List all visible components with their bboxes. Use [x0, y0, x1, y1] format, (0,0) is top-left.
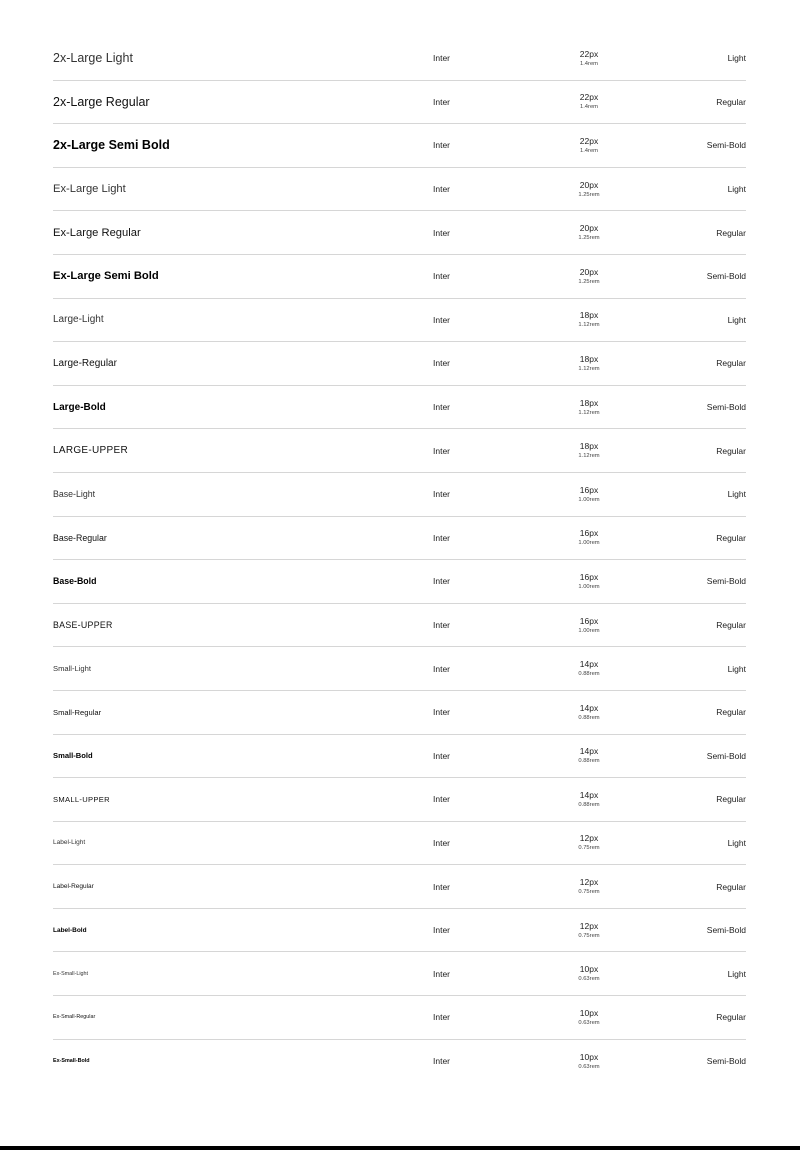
size-rem: 1.12rem [578, 322, 600, 329]
font-family: Inter [433, 53, 451, 64]
style-name: SMALL-UPPER [53, 794, 110, 804]
size-px: 10px [579, 1007, 599, 1018]
style-name: 2x-Large Light [53, 51, 133, 66]
size-cell [553, 778, 625, 821]
size-rem: 1.12rem [578, 409, 600, 416]
size-cell [553, 299, 625, 342]
size-cell [553, 517, 625, 560]
style-name: 2x-Large Semi Bold [53, 138, 170, 153]
font-weight: Regular [716, 794, 746, 805]
style-name: Ex-Small-Regular [53, 1014, 96, 1021]
font-weight: Semi-Bold [706, 140, 746, 151]
font-weight: Regular [716, 881, 746, 892]
font-weight: Light [727, 837, 746, 848]
size-px: 10px [579, 1051, 599, 1062]
size-cell [553, 604, 625, 647]
size-rem: 1.00rem [578, 583, 600, 590]
font-family: Inter [433, 968, 451, 979]
size-px: 18px [579, 353, 599, 364]
size-cell [553, 386, 625, 429]
size-rem: 1.25rem [578, 235, 600, 242]
table-row [53, 299, 746, 343]
size-rem: 1.25rem [578, 278, 600, 285]
font-family: Inter [433, 445, 451, 456]
font-weight: Regular [716, 358, 746, 369]
table-row [53, 778, 746, 822]
font-family: Inter [433, 96, 451, 107]
size-rem: 1.12rem [578, 453, 600, 460]
font-family: Inter [433, 663, 451, 674]
style-name: Large-Light [53, 314, 104, 326]
font-weight: Light [727, 184, 746, 195]
table-row [53, 691, 746, 735]
size-px: 16px [579, 571, 599, 582]
size-cell [553, 952, 625, 995]
font-family: Inter [433, 358, 451, 369]
font-weight: Regular [716, 96, 746, 107]
style-name: Ex-Large Light [53, 183, 126, 196]
size-px: 16px [579, 615, 599, 626]
font-weight: Regular [716, 1012, 746, 1023]
size-px: 18px [579, 397, 599, 408]
size-rem: 1.12rem [578, 365, 600, 372]
table-row [53, 735, 746, 779]
size-px: 12px [579, 877, 599, 888]
font-family: Inter [433, 794, 451, 805]
table-row [53, 168, 746, 212]
font-weight: Regular [716, 620, 746, 631]
size-rem: 1.00rem [578, 540, 600, 547]
size-rem: 1.00rem [578, 496, 600, 503]
font-family: Inter [433, 227, 451, 238]
table-row [53, 81, 746, 125]
size-cell [553, 560, 625, 603]
size-px: 16px [579, 528, 599, 539]
font-weight: Light [727, 53, 746, 64]
size-px: 20px [579, 223, 599, 234]
size-px: 10px [579, 964, 599, 975]
font-family: Inter [433, 620, 451, 631]
font-weight: Regular [716, 707, 746, 718]
size-rem: 1.4rem [579, 147, 599, 154]
style-name: Label-Regular [53, 883, 94, 891]
font-family: Inter [433, 707, 451, 718]
font-weight: Light [727, 968, 746, 979]
size-rem: 0.88rem [578, 671, 600, 678]
font-family: Inter [433, 1056, 451, 1067]
style-name: Small-Regular [53, 707, 102, 717]
font-weight: Light [727, 663, 746, 674]
style-name: Small-Light [53, 664, 91, 674]
table-row [53, 473, 746, 517]
style-name: Ex-Small-Bold [53, 1058, 90, 1065]
font-weight: Regular [716, 445, 746, 456]
font-family: Inter [433, 925, 451, 936]
font-weight: Semi-Bold [706, 1056, 746, 1067]
size-cell [553, 429, 625, 472]
size-rem: 1.4rem [579, 104, 599, 111]
table-row [53, 996, 746, 1040]
table-row [53, 1040, 746, 1084]
size-cell [553, 909, 625, 952]
size-rem: 0.88rem [578, 714, 600, 721]
style-name: Label-Bold [53, 926, 87, 934]
size-rem: 1.4rem [579, 60, 599, 67]
size-cell [553, 865, 625, 908]
size-cell [553, 735, 625, 778]
style-name: Small-Bold [53, 751, 93, 761]
size-rem: 1.25rem [578, 191, 600, 198]
size-cell [553, 124, 625, 167]
size-rem: 0.88rem [578, 758, 600, 765]
font-family: Inter [433, 881, 451, 892]
size-px: 14px [579, 659, 599, 670]
style-name: Base-Bold [53, 576, 97, 587]
table-row [53, 429, 746, 473]
size-rem: 1.00rem [578, 627, 600, 634]
font-family: Inter [433, 1012, 451, 1023]
table-row [53, 952, 746, 996]
table-row [53, 822, 746, 866]
font-family: Inter [433, 184, 451, 195]
size-rem: 0.88rem [578, 801, 600, 808]
size-px: 20px [579, 179, 599, 190]
table-row [53, 124, 746, 168]
size-cell [553, 996, 625, 1039]
size-cell [553, 255, 625, 298]
table-row [53, 909, 746, 953]
size-cell [553, 211, 625, 254]
font-weight: Regular [716, 227, 746, 238]
style-name: Ex-Large Regular [53, 226, 141, 239]
size-cell [553, 168, 625, 211]
size-cell [553, 822, 625, 865]
size-px: 12px [579, 920, 599, 931]
font-weight: Light [727, 489, 746, 500]
style-name: Label-Light [53, 839, 86, 847]
size-px: 14px [579, 702, 599, 713]
font-family: Inter [433, 271, 451, 282]
size-rem: 0.75rem [578, 845, 600, 852]
font-family: Inter [433, 314, 451, 325]
size-px: 14px [579, 746, 599, 757]
table-row [53, 865, 746, 909]
table-row [53, 517, 746, 561]
style-name: BASE-UPPER [53, 620, 113, 631]
table-row [53, 604, 746, 648]
size-cell [553, 342, 625, 385]
style-name: 2x-Large Regular [53, 94, 150, 109]
size-cell [553, 647, 625, 690]
font-weight: Semi-Bold [706, 576, 746, 587]
size-px: 22px [579, 92, 599, 103]
size-rem: 0.63rem [578, 1019, 600, 1026]
font-weight: Semi-Bold [706, 750, 746, 761]
font-family: Inter [433, 750, 451, 761]
size-rem: 0.75rem [578, 932, 600, 939]
table-row [53, 560, 746, 604]
style-name: Ex-Small-Light [53, 970, 89, 977]
size-px: 16px [579, 484, 599, 495]
font-weight: Light [727, 314, 746, 325]
table-row [53, 386, 746, 430]
table-row [53, 255, 746, 299]
style-name: Large-Bold [53, 401, 106, 413]
size-rem: 0.63rem [578, 1063, 600, 1070]
table-row [53, 37, 746, 81]
size-cell [553, 473, 625, 516]
size-px: 18px [579, 310, 599, 321]
font-weight: Semi-Bold [706, 402, 746, 413]
size-px: 20px [579, 266, 599, 277]
size-px: 14px [579, 789, 599, 800]
font-family: Inter [433, 576, 451, 587]
size-cell [553, 81, 625, 124]
style-name: Base-Regular [53, 532, 107, 543]
font-weight: Semi-Bold [706, 925, 746, 936]
font-family: Inter [433, 402, 451, 413]
font-family: Inter [433, 532, 451, 543]
font-weight: Semi-Bold [706, 271, 746, 282]
size-px: 22px [579, 135, 599, 146]
size-px: 18px [579, 441, 599, 452]
style-name: Ex-Large Semi Bold [53, 270, 159, 283]
bottom-border-bar [0, 1146, 800, 1150]
style-name: LARGE-UPPER [53, 445, 128, 457]
type-scale-table [53, 37, 746, 1083]
size-rem: 0.63rem [578, 976, 600, 983]
font-family: Inter [433, 140, 451, 151]
table-row [53, 647, 746, 691]
font-family: Inter [433, 837, 451, 848]
size-px: 22px [579, 48, 599, 59]
size-cell [553, 37, 625, 80]
style-name: Large-Regular [53, 357, 117, 369]
table-row [53, 211, 746, 255]
size-cell [553, 1040, 625, 1084]
size-cell [553, 691, 625, 734]
style-name: Base-Light [53, 489, 96, 500]
size-px: 12px [579, 833, 599, 844]
table-row [53, 342, 746, 386]
font-family: Inter [433, 489, 451, 500]
font-weight: Regular [716, 532, 746, 543]
size-rem: 0.75rem [578, 889, 600, 896]
